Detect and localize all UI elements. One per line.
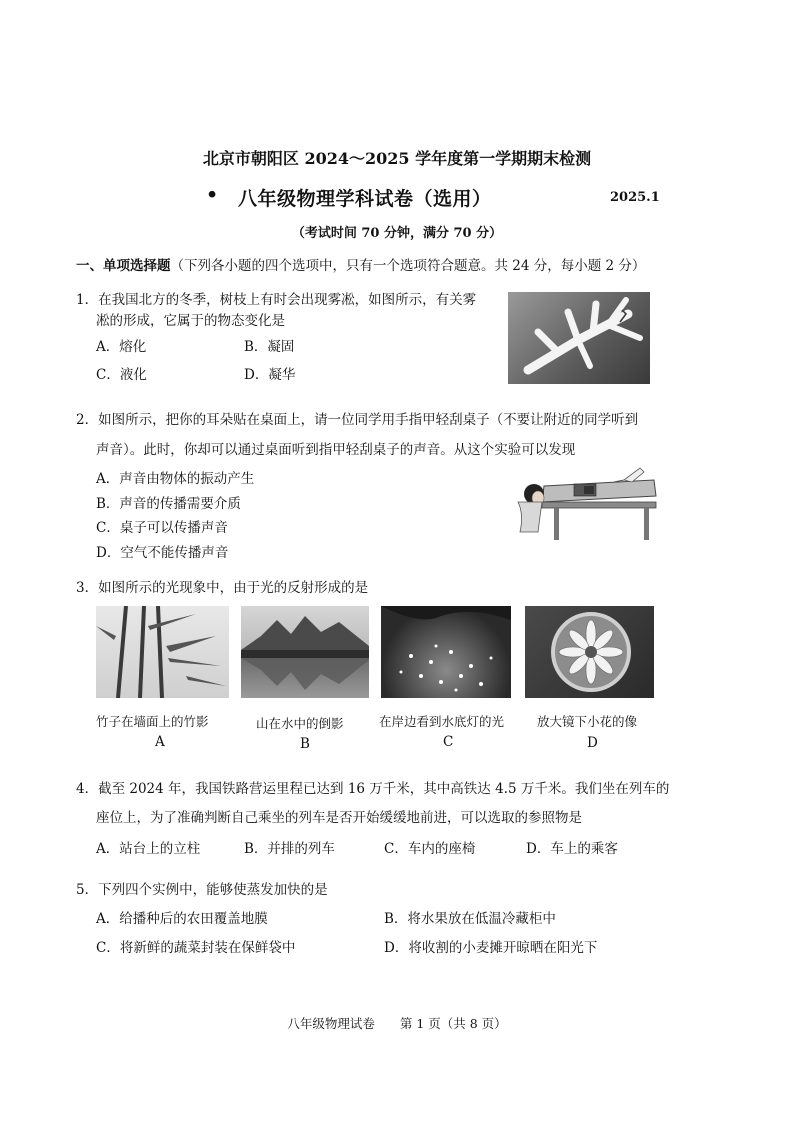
q1-option-b: B．凝固 (244, 339, 295, 355)
rime-frost-photo (508, 292, 650, 384)
q3-letter-d: D (587, 735, 598, 751)
q4-option-b: B．并排的列车 (244, 841, 335, 857)
q3-letter-a: A (155, 734, 165, 750)
q3-stem: 3．如图所示的光现象中，由于光的反射形成的是 (76, 580, 369, 596)
q5-stem: 5．下列四个实例中，能够使蒸发加快的是 (76, 882, 328, 898)
q2-option-c: C．桌子可以传播声音 (96, 520, 228, 536)
section-heading (76, 256, 645, 276)
q4-option-c: C．车内的座椅 (384, 841, 476, 857)
q2-stem-line1: 2．如图所示，把你的耳朵贴在桌面上，请一位同学用手指甲轻刮桌子（不要让附近的同学听到 (76, 412, 639, 428)
exam-subtitle: 八年级物理学科试卷（选用） (238, 188, 492, 210)
q4-stem-line2: 座位上，为了准确判断自己乘坐的列车是否开始缓缓地前进，可以选取的参照物是 (96, 810, 582, 826)
q1-stem-line1: 1．在我国北方的冬季，树枝上有时会出现雾凇，如图所示，有关雾 (76, 292, 477, 308)
magnifier-graphic (525, 606, 654, 698)
q5-option-d: D．将收割的小麦摊开晾晒在阳光下 (384, 940, 598, 956)
q3-caption-b: 山在水中的倒影 (256, 716, 344, 731)
mountain-graphic (241, 606, 369, 698)
ear-on-desk-illustration (494, 462, 660, 542)
pool-lights-photo (381, 606, 511, 698)
section-instruction: （下列各小题的四个选项中，只有一个选项符合题意。共 24 分，每小题 2 分） (170, 258, 646, 274)
magnifier-flower-photo (525, 606, 654, 698)
q3-caption-c: 在岸边看到水底灯的光 (379, 714, 505, 729)
q1-stem-line2: 凇的形成，它属于的物态变化是 (96, 313, 285, 329)
rime-branch-graphic (508, 292, 650, 384)
q5-option-c: C．将新鲜的蔬菜封装在保鲜袋中 (96, 940, 296, 956)
pool-lights-graphic (381, 606, 511, 698)
q2-option-a: A．声音由物体的振动产生 (96, 471, 255, 487)
q3-letter-b: B (300, 736, 310, 752)
q5-option-b: B．将水果放在低温冷藏柜中 (384, 911, 556, 927)
exam-date: 2025.1 (610, 190, 660, 205)
q4-option-a: A．站台上的立柱 (96, 841, 201, 857)
q2-option-b: B．声音的传播需要介质 (96, 496, 241, 512)
exam-info: （考试时间 70 分钟，满分 70 分） (291, 226, 503, 241)
q4-option-d: D．车上的乘客 (526, 841, 618, 857)
q1-option-c: C．液化 (96, 367, 147, 383)
q1-option-d: D．凝华 (244, 367, 296, 383)
q1-option-a: A．熔化 (96, 339, 147, 355)
desk-graphic (494, 462, 660, 542)
q3-caption-a: 竹子在墙面上的竹影 (96, 714, 209, 729)
section-title: 一、单项选择题 (76, 258, 171, 274)
bamboo-graphic (96, 606, 229, 698)
q3-caption-d: 放大镜下小花的像 (537, 714, 638, 729)
page-footer: 八年级物理试卷 第 1 页（共 8 页） (287, 1016, 507, 1031)
mountain-reflection-photo (241, 606, 369, 698)
q2-option-d: D．空气不能传播声音 (96, 545, 229, 561)
q3-letter-c: C (443, 734, 454, 750)
q5-option-a: A．给播种后的农田覆盖地膜 (96, 911, 268, 927)
q4-stem-line1: 4．截至 2024 年，我国铁路营运里程已达到 16 万千米，其中高铁达 4.5 万千米。我们坐在列车的 (76, 781, 670, 797)
bullet-dot: • (206, 184, 219, 206)
bamboo-shadow-photo (96, 606, 229, 698)
q2-stem-line2: 声音）。此时，你却可以通过桌面听到指甲轻刮桌子的声音。从这个实验可以发现 (96, 442, 576, 458)
exam-title: 北京市朝阳区 2024～2025 学年度第一学期期末检测 (202, 149, 592, 168)
